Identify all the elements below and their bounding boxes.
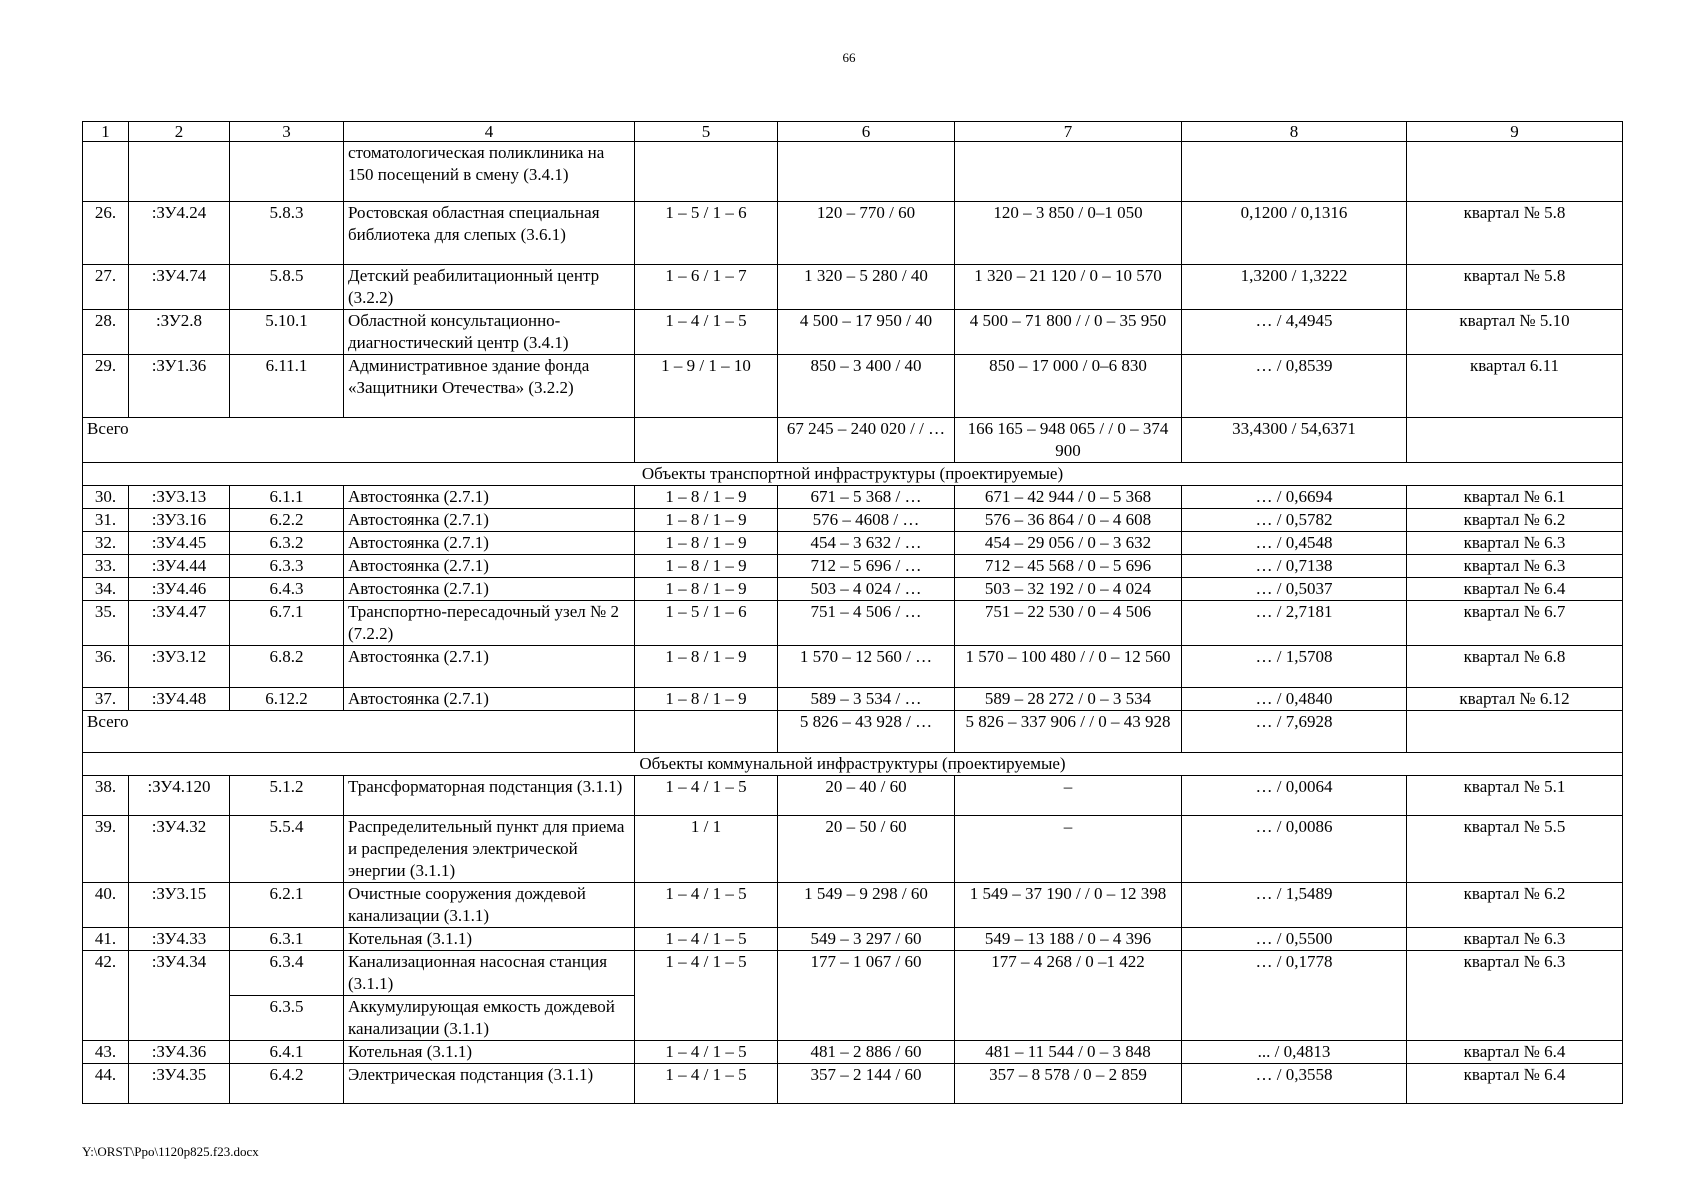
quarter-cell: квартал № 5.1 — [1407, 776, 1623, 816]
table-cell — [635, 711, 778, 753]
area-cell: 503 – 4 024 / … — [778, 578, 955, 601]
zone-code-cell: 6.3.5 — [230, 996, 344, 1041]
floor-area-cell: 1 320 – 21 120 / 0 – 10 570 — [955, 265, 1182, 310]
quarter-cell: квартал № 5.10 — [1407, 310, 1623, 355]
area-cell: 481 – 2 886 / 60 — [778, 1041, 955, 1064]
table-row — [83, 928, 1623, 951]
floor-area-cell: 589 – 28 272 / 0 – 3 534 — [955, 688, 1182, 711]
floor-area-cell: 481 – 11 544 / 0 – 3 848 — [955, 1041, 1182, 1064]
zone-code-cell: 5.1.2 — [230, 776, 344, 816]
total-label: Всего — [83, 711, 635, 753]
row-number-cell: 36. — [83, 646, 129, 688]
area-cell — [778, 142, 955, 202]
table-row — [83, 601, 1623, 646]
floors-cell: 1 – 8 / 1 – 9 — [635, 509, 778, 532]
plot-id-cell: :ЗУ4.36 — [129, 1041, 230, 1064]
area-cell: 20 – 50 / 60 — [778, 816, 955, 883]
column-header-4: 4 — [344, 122, 635, 142]
table-row — [83, 555, 1623, 578]
floors-cell: 1 – 4 / 1 – 5 — [635, 1064, 778, 1104]
zone-code-cell — [230, 142, 344, 202]
floor-area-cell: 120 – 3 850 / 0–1 050 — [955, 202, 1182, 265]
object-name-cell: Котельная (3.1.1) — [344, 1041, 635, 1064]
plot-area-cell: … / 0,5782 — [1182, 509, 1407, 532]
zone-code-cell: 6.2.1 — [230, 883, 344, 928]
plot-area-cell: … / 0,4548 — [1182, 532, 1407, 555]
zone-code-cell: 6.3.4 — [230, 951, 344, 996]
plot-id-cell: :ЗУ4.24 — [129, 202, 230, 265]
column-header-6: 6 — [778, 122, 955, 142]
quarter-cell: квартал № 6.8 — [1407, 646, 1623, 688]
plot-id-cell: :ЗУ1.36 — [129, 355, 230, 418]
floor-area-cell: 177 – 4 268 / 0 –1 422 — [955, 951, 1182, 1041]
plot-area-cell: … / 0,5500 — [1182, 928, 1407, 951]
table-row — [83, 688, 1623, 711]
total-floor-area-cell: 5 826 – 337 906 / / 0 – 43 928 — [955, 711, 1182, 753]
file-path: Y:\ORST\Ppo\1120p825.f23.docx — [82, 1144, 259, 1159]
plot-area-cell: … / 0,3558 — [1182, 1064, 1407, 1104]
quarter-cell: квартал № 6.4 — [1407, 1041, 1623, 1064]
table-row — [83, 355, 1623, 418]
floor-area-cell: 576 – 36 864 / 0 – 4 608 — [955, 509, 1182, 532]
zone-code-cell: 6.3.2 — [230, 532, 344, 555]
area-cell: 1 570 – 12 560 / … — [778, 646, 955, 688]
floor-area-cell: 357 – 8 578 / 0 – 2 859 — [955, 1064, 1182, 1104]
zone-code-cell: 5.8.5 — [230, 265, 344, 310]
floor-area-cell: – — [955, 816, 1182, 883]
total-row — [83, 711, 1623, 753]
plot-id-cell: :ЗУ4.45 — [129, 532, 230, 555]
floors-cell: 1 – 4 / 1 – 5 — [635, 310, 778, 355]
object-name-cell: Ростовская областная специальная библиотека для слепых (3.6.1) — [344, 202, 635, 265]
row-number-cell: 37. — [83, 688, 129, 711]
plot-id-cell: :ЗУ2.8 — [129, 310, 230, 355]
plot-id-cell: :ЗУ4.74 — [129, 265, 230, 310]
table-cell — [1407, 418, 1623, 463]
plot-id-cell: :ЗУ4.46 — [129, 578, 230, 601]
plot-id-cell: :ЗУ3.15 — [129, 883, 230, 928]
column-header-9: 9 — [1407, 122, 1623, 142]
plot-id-cell: :ЗУ4.44 — [129, 555, 230, 578]
object-name-cell: Электрическая подстанция (3.1.1) — [344, 1064, 635, 1104]
plot-area-cell: … / 1,5489 — [1182, 883, 1407, 928]
floor-area-cell: 1 570 – 100 480 / / 0 – 12 560 — [955, 646, 1182, 688]
area-cell: 120 – 770 / 60 — [778, 202, 955, 265]
floor-area-cell: 712 – 45 568 / 0 – 5 696 — [955, 555, 1182, 578]
column-header-5: 5 — [635, 122, 778, 142]
floors-cell: 1 – 4 / 1 – 5 — [635, 928, 778, 951]
quarter-cell: квартал № 6.3 — [1407, 951, 1623, 1041]
table-row — [83, 883, 1623, 928]
floors-cell: 1 – 4 / 1 – 5 — [635, 883, 778, 928]
row-number-cell: 33. — [83, 555, 129, 578]
zone-code-cell: 6.4.1 — [230, 1041, 344, 1064]
object-name-cell: Котельная (3.1.1) — [344, 928, 635, 951]
plot-id-cell: :ЗУ4.47 — [129, 601, 230, 646]
floor-area-cell: 454 – 29 056 / 0 – 3 632 — [955, 532, 1182, 555]
plot-id-cell: :ЗУ4.32 — [129, 816, 230, 883]
area-cell: 850 – 3 400 / 40 — [778, 355, 955, 418]
plot-area-cell: 0,1200 / 0,1316 — [1182, 202, 1407, 265]
object-name-cell: Автостоянка (2.7.1) — [344, 646, 635, 688]
quarter-cell: квартал № 6.1 — [1407, 486, 1623, 509]
section-title-communal: Объекты коммунальной инфраструктуры (проектируемые) — [83, 753, 1623, 776]
floor-area-cell: 503 – 32 192 / 0 – 4 024 — [955, 578, 1182, 601]
floors-cell: 1 – 9 / 1 – 10 — [635, 355, 778, 418]
zone-code-cell: 5.10.1 — [230, 310, 344, 355]
object-name-cell: Автостоянка (2.7.1) — [344, 509, 635, 532]
table-row — [83, 509, 1623, 532]
floors-cell: 1 – 5 / 1 – 6 — [635, 202, 778, 265]
row-number-cell: 28. — [83, 310, 129, 355]
floor-area-cell: – — [955, 776, 1182, 816]
zone-code-cell: 6.8.2 — [230, 646, 344, 688]
floor-area-cell: 549 – 13 188 / 0 – 4 396 — [955, 928, 1182, 951]
floor-area-cell — [955, 142, 1182, 202]
zone-code-cell: 5.8.3 — [230, 202, 344, 265]
plot-area-cell: 1,3200 / 1,3222 — [1182, 265, 1407, 310]
land-plots-table — [82, 121, 1623, 1104]
zone-code-cell: 6.7.1 — [230, 601, 344, 646]
area-cell: 671 – 5 368 / … — [778, 486, 955, 509]
row-number-cell: 43. — [83, 1041, 129, 1064]
object-name-cell: Областной консультационно-диагностический центр (3.4.1) — [344, 310, 635, 355]
quarter-cell: квартал № 5.8 — [1407, 202, 1623, 265]
table-row — [83, 532, 1623, 555]
area-cell: 549 – 3 297 / 60 — [778, 928, 955, 951]
plot-id-cell: :ЗУ3.13 — [129, 486, 230, 509]
plot-area-cell: … / 0,0086 — [1182, 816, 1407, 883]
object-name-cell: Очистные сооружения дождевой канализации (3.1.1) — [344, 883, 635, 928]
quarter-cell: квартал № 6.2 — [1407, 883, 1623, 928]
plot-area-cell: … / 1,5708 — [1182, 646, 1407, 688]
object-name-cell: Аккумулирующая емкость дождевой канализации (3.1.1) — [344, 996, 635, 1041]
plot-id-cell: :ЗУ4.34 — [129, 951, 230, 1041]
total-label: Всего — [83, 418, 635, 463]
plot-area-cell: … / 0,7138 — [1182, 555, 1407, 578]
floors-cell: 1 – 8 / 1 – 9 — [635, 486, 778, 509]
quarter-cell: квартал № 6.4 — [1407, 578, 1623, 601]
floors-cell: 1 – 4 / 1 – 5 — [635, 776, 778, 816]
table-cell — [635, 418, 778, 463]
row-number-cell: 38. — [83, 776, 129, 816]
floor-area-cell: 4 500 – 71 800 / / 0 – 35 950 — [955, 310, 1182, 355]
table-cell — [1407, 711, 1623, 753]
row-number-cell: 29. — [83, 355, 129, 418]
plot-area-cell: … / 0,4840 — [1182, 688, 1407, 711]
section-row — [83, 463, 1623, 486]
object-name-cell: Трансформаторная подстанция (3.1.1) — [344, 776, 635, 816]
area-cell: 1 549 – 9 298 / 60 — [778, 883, 955, 928]
row-number-cell: 41. — [83, 928, 129, 951]
table-row — [83, 265, 1623, 310]
floors-cell: 1 – 8 / 1 – 9 — [635, 688, 778, 711]
total-floor-area-cell: 166 165 – 948 065 / / 0 – 374 900 — [955, 418, 1182, 463]
floors-cell: 1 – 8 / 1 – 9 — [635, 646, 778, 688]
object-name-cell: Автостоянка (2.7.1) — [344, 555, 635, 578]
plot-id-cell: :ЗУ3.16 — [129, 509, 230, 532]
area-cell: 589 – 3 534 / … — [778, 688, 955, 711]
plot-area-cell: … / 2,7181 — [1182, 601, 1407, 646]
row-number-cell: 26. — [83, 202, 129, 265]
total-area-cell: 67 245 – 240 020 / / … — [778, 418, 955, 463]
quarter-cell: квартал № 6.3 — [1407, 928, 1623, 951]
object-name-cell: стоматологическая поликлиника на 150 посещений в смену (3.4.1) — [344, 142, 635, 202]
quarter-cell: квартал № 5.8 — [1407, 265, 1623, 310]
plot-area-cell: … / 4,4945 — [1182, 310, 1407, 355]
plot-area-cell: … / 0,8539 — [1182, 355, 1407, 418]
table-row — [83, 142, 1623, 202]
row-number-cell: 34. — [83, 578, 129, 601]
total-row — [83, 418, 1623, 463]
column-header-8: 8 — [1182, 122, 1407, 142]
floor-area-cell: 850 – 17 000 / 0–6 830 — [955, 355, 1182, 418]
object-name-cell: Административное здание фонда «Защитники Отечества» (3.2.2) — [344, 355, 635, 418]
column-header-7: 7 — [955, 122, 1182, 142]
plot-area-cell: … / 0,0064 — [1182, 776, 1407, 816]
table-row — [83, 951, 1623, 996]
section-row — [83, 753, 1623, 776]
floor-area-cell: 751 – 22 530 / 0 – 4 506 — [955, 601, 1182, 646]
table-row — [83, 1064, 1623, 1104]
floors-cell — [635, 142, 778, 202]
floors-cell: 1 – 4 / 1 – 5 — [635, 951, 778, 1041]
floor-area-cell: 1 549 – 37 190 / / 0 – 12 398 — [955, 883, 1182, 928]
area-cell: 177 – 1 067 / 60 — [778, 951, 955, 1041]
row-number-cell: 42. — [83, 951, 129, 1041]
object-name-cell: Канализационная насосная станция (3.1.1) — [344, 951, 635, 996]
table-row — [83, 646, 1623, 688]
table-header-row — [83, 122, 1623, 142]
row-number-cell: 32. — [83, 532, 129, 555]
plot-id-cell: :ЗУ4.33 — [129, 928, 230, 951]
zone-code-cell: 6.11.1 — [230, 355, 344, 418]
quarter-cell — [1407, 142, 1623, 202]
object-name-cell: Автостоянка (2.7.1) — [344, 532, 635, 555]
area-cell: 357 – 2 144 / 60 — [778, 1064, 955, 1104]
plot-id-cell: :ЗУ4.35 — [129, 1064, 230, 1104]
object-name-cell: Автостоянка (2.7.1) — [344, 578, 635, 601]
row-number-cell — [83, 142, 129, 202]
floors-cell: 1 – 8 / 1 – 9 — [635, 578, 778, 601]
plot-area-cell: … / 0,6694 — [1182, 486, 1407, 509]
floors-cell: 1 – 8 / 1 – 9 — [635, 555, 778, 578]
area-cell: 751 – 4 506 / … — [778, 601, 955, 646]
quarter-cell: квартал № 5.5 — [1407, 816, 1623, 883]
column-header-3: 3 — [230, 122, 344, 142]
quarter-cell: квартал № 6.2 — [1407, 509, 1623, 532]
plot-area-cell: … / 0,5037 — [1182, 578, 1407, 601]
row-number-cell: 27. — [83, 265, 129, 310]
row-number-cell: 30. — [83, 486, 129, 509]
zone-code-cell: 6.4.3 — [230, 578, 344, 601]
table-row — [83, 310, 1623, 355]
object-name-cell: Автостоянка (2.7.1) — [344, 688, 635, 711]
area-cell: 20 – 40 / 60 — [778, 776, 955, 816]
plot-area-cell: … / 0,1778 — [1182, 951, 1407, 1041]
area-cell: 454 – 3 632 / … — [778, 532, 955, 555]
total-plot-area-cell: … / 7,6928 — [1182, 711, 1407, 753]
plot-id-cell: :ЗУ3.12 — [129, 646, 230, 688]
object-name-cell: Транспортно-пересадочный узел № 2 (7.2.2) — [344, 601, 635, 646]
zone-code-cell: 6.2.2 — [230, 509, 344, 532]
page-number: 66 — [842, 50, 856, 65]
section-title-transport: Объекты транспортной инфраструктуры (проектируемые) — [83, 463, 1623, 486]
area-cell: 712 – 5 696 / … — [778, 555, 955, 578]
zone-code-cell: 6.3.3 — [230, 555, 344, 578]
plot-id-cell: :ЗУ4.48 — [129, 688, 230, 711]
object-name-cell: Распределительный пункт для приема и распределения электрической энергии (3.1.1) — [344, 816, 635, 883]
floors-cell: 1 / 1 — [635, 816, 778, 883]
area-cell: 576 – 4608 / … — [778, 509, 955, 532]
area-cell: 1 320 – 5 280 / 40 — [778, 265, 955, 310]
table-row — [83, 202, 1623, 265]
table-row — [83, 486, 1623, 509]
row-number-cell: 44. — [83, 1064, 129, 1104]
object-name-cell: Детский реабилитационный центр (3.2.2) — [344, 265, 635, 310]
row-number-cell: 31. — [83, 509, 129, 532]
total-plot-area-cell: 33,4300 / 54,6371 — [1182, 418, 1407, 463]
zone-code-cell: 6.3.1 — [230, 928, 344, 951]
plot-area-cell: ... / 0,4813 — [1182, 1041, 1407, 1064]
total-area-cell: 5 826 – 43 928 / … — [778, 711, 955, 753]
quarter-cell: квартал № 6.3 — [1407, 555, 1623, 578]
zone-code-cell: 6.12.2 — [230, 688, 344, 711]
quarter-cell: квартал 6.11 — [1407, 355, 1623, 418]
table-row — [83, 816, 1623, 883]
column-header-2: 2 — [129, 122, 230, 142]
plot-id-cell: :ЗУ4.120 — [129, 776, 230, 816]
plot-area-cell — [1182, 142, 1407, 202]
floors-cell: 1 – 4 / 1 – 5 — [635, 1041, 778, 1064]
floors-cell: 1 – 8 / 1 – 9 — [635, 532, 778, 555]
zone-code-cell: 6.1.1 — [230, 486, 344, 509]
column-header-1: 1 — [83, 122, 129, 142]
row-number-cell: 40. — [83, 883, 129, 928]
object-name-cell: Автостоянка (2.7.1) — [344, 486, 635, 509]
table-row — [83, 1041, 1623, 1064]
table-row — [83, 578, 1623, 601]
floors-cell: 1 – 5 / 1 – 6 — [635, 601, 778, 646]
floor-area-cell: 671 – 42 944 / 0 – 5 368 — [955, 486, 1182, 509]
quarter-cell: квартал № 6.12 — [1407, 688, 1623, 711]
row-number-cell: 35. — [83, 601, 129, 646]
plot-id-cell — [129, 142, 230, 202]
table-row — [83, 776, 1623, 816]
quarter-cell: квартал № 6.3 — [1407, 532, 1623, 555]
quarter-cell: квартал № 6.7 — [1407, 601, 1623, 646]
zone-code-cell: 5.5.4 — [230, 816, 344, 883]
area-cell: 4 500 – 17 950 / 40 — [778, 310, 955, 355]
zone-code-cell: 6.4.2 — [230, 1064, 344, 1104]
floors-cell: 1 – 6 / 1 – 7 — [635, 265, 778, 310]
quarter-cell: квартал № 6.4 — [1407, 1064, 1623, 1104]
row-number-cell: 39. — [83, 816, 129, 883]
